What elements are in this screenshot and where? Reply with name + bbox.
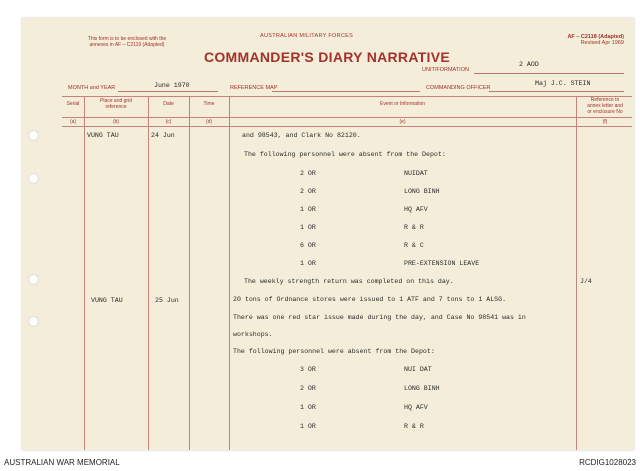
unit-value: 2 AOD — [519, 61, 539, 68]
absent-place: NUIDAT — [404, 170, 428, 177]
month-label: MONTH and YEAR — [68, 85, 116, 91]
revised-date: Revised Apr 1969 — [580, 40, 624, 46]
refmap-underline — [272, 91, 420, 92]
absent-count: 2 OR — [300, 385, 316, 392]
col-divider — [576, 96, 577, 450]
entry-line: workshops. — [233, 331, 273, 338]
entry-line: The weekly strength return was completed on this day. — [244, 278, 454, 285]
col-divider — [148, 96, 149, 450]
absent-count: 1 OR — [300, 423, 316, 430]
absent-place: R & R — [404, 423, 424, 430]
entry-line: The following personnel were absent from the Depot: — [233, 348, 435, 355]
col-letter: (d) — [205, 119, 213, 125]
col-letter: (c) — [165, 119, 172, 125]
col-divider — [229, 96, 230, 450]
absent-place: R & C — [404, 242, 424, 249]
col-reference-line: or enclosure No — [587, 109, 623, 115]
absent-place: HQ AFV — [404, 404, 428, 411]
enclose-note-line: This form is to be enclosed with the — [87, 36, 167, 42]
col-reference-line: annex letter and — [587, 103, 623, 109]
entry-date: 25 Jun — [155, 297, 179, 304]
unit-label: UNIT/FORMATION — [422, 67, 469, 73]
punch-hole — [28, 130, 39, 141]
diary-sheet — [22, 18, 634, 450]
absent-place: HQ AFV — [404, 206, 428, 213]
col-reference-line: Reference to — [590, 97, 620, 103]
reference-entry: J/4 — [580, 278, 592, 285]
absent-count: 3 OR — [300, 366, 316, 373]
unit-underline — [474, 73, 624, 74]
absent-count: 1 OR — [300, 260, 316, 267]
absent-place: LONG BINH — [404, 385, 440, 392]
col-letter: (f) — [602, 119, 608, 125]
entry-date: 24 Jun — [151, 132, 175, 139]
entry-line: The following personnel were absent from the Depot: — [244, 151, 446, 158]
entry-line: and 98543, and Clark No 82120. — [242, 132, 361, 139]
entry-line: There was one red star issue made during the day, and Case No 98541 was in — [233, 314, 526, 321]
absent-place: PRE-EXTENSION LEAVE — [404, 260, 480, 267]
absent-place: LONG BINH — [404, 188, 440, 195]
reference-map-label: REFERENCE MAP — [230, 85, 278, 91]
entry-place: VUNG TAU — [87, 132, 119, 139]
col-place-line: Place and grid — [100, 98, 132, 104]
punch-hole — [28, 316, 39, 327]
forces-heading: AUSTRALIAN MILITARY FORCES — [260, 33, 354, 39]
form-title: COMMANDER'S DIARY NARRATIVE — [203, 49, 451, 65]
absent-place: NUI DAT — [404, 366, 432, 373]
col-reference — [576, 97, 634, 115]
co-underline — [489, 91, 624, 92]
co-value: Maj J.C. STEIN — [535, 80, 591, 87]
absent-count: 1 OR — [300, 404, 316, 411]
month-underline — [118, 91, 218, 92]
col-event: Event or Information — [379, 101, 426, 107]
col-divider — [84, 96, 85, 450]
absent-count: 2 OR — [300, 170, 316, 177]
absent-count: 1 OR — [300, 224, 316, 231]
absent-count: 1 OR — [300, 206, 316, 213]
absent-count: 6 OR — [300, 242, 316, 249]
form-code-text: AF – C2118 (Adapted) — [567, 34, 624, 40]
col-letter: (a) — [69, 119, 77, 125]
form-code — [512, 34, 624, 46]
entry-place: VUNG TAU — [91, 297, 123, 304]
col-letter: (b) — [112, 119, 120, 125]
col-serial: Serial — [66, 101, 80, 107]
co-label: COMMANDING OFFICER — [426, 85, 491, 91]
enclose-note-line: annexes in AF – C2119 (Adapted) — [89, 42, 165, 48]
col-time: Time — [203, 101, 215, 107]
absent-place: R & R — [404, 224, 424, 231]
punch-hole — [28, 173, 39, 184]
footer-right: RCDIG1028023 — [579, 458, 636, 467]
col-date: Date — [163, 101, 174, 107]
col-place-line: reference — [105, 104, 127, 110]
col-place — [84, 98, 148, 110]
month-value: June 1970 — [154, 82, 190, 89]
entry-line: 20 tons of Ordnance stores were issued to 1 ATF and 7 tons to 1 ALSG. — [233, 296, 507, 303]
col-divider — [189, 96, 190, 450]
absent-count: 2 OR — [300, 188, 316, 195]
enclose-note — [72, 36, 182, 48]
col-letter: (e) — [399, 119, 406, 125]
footer-left: AUSTRALIAN WAR MEMORIAL — [4, 458, 120, 467]
punch-hole — [28, 274, 39, 285]
